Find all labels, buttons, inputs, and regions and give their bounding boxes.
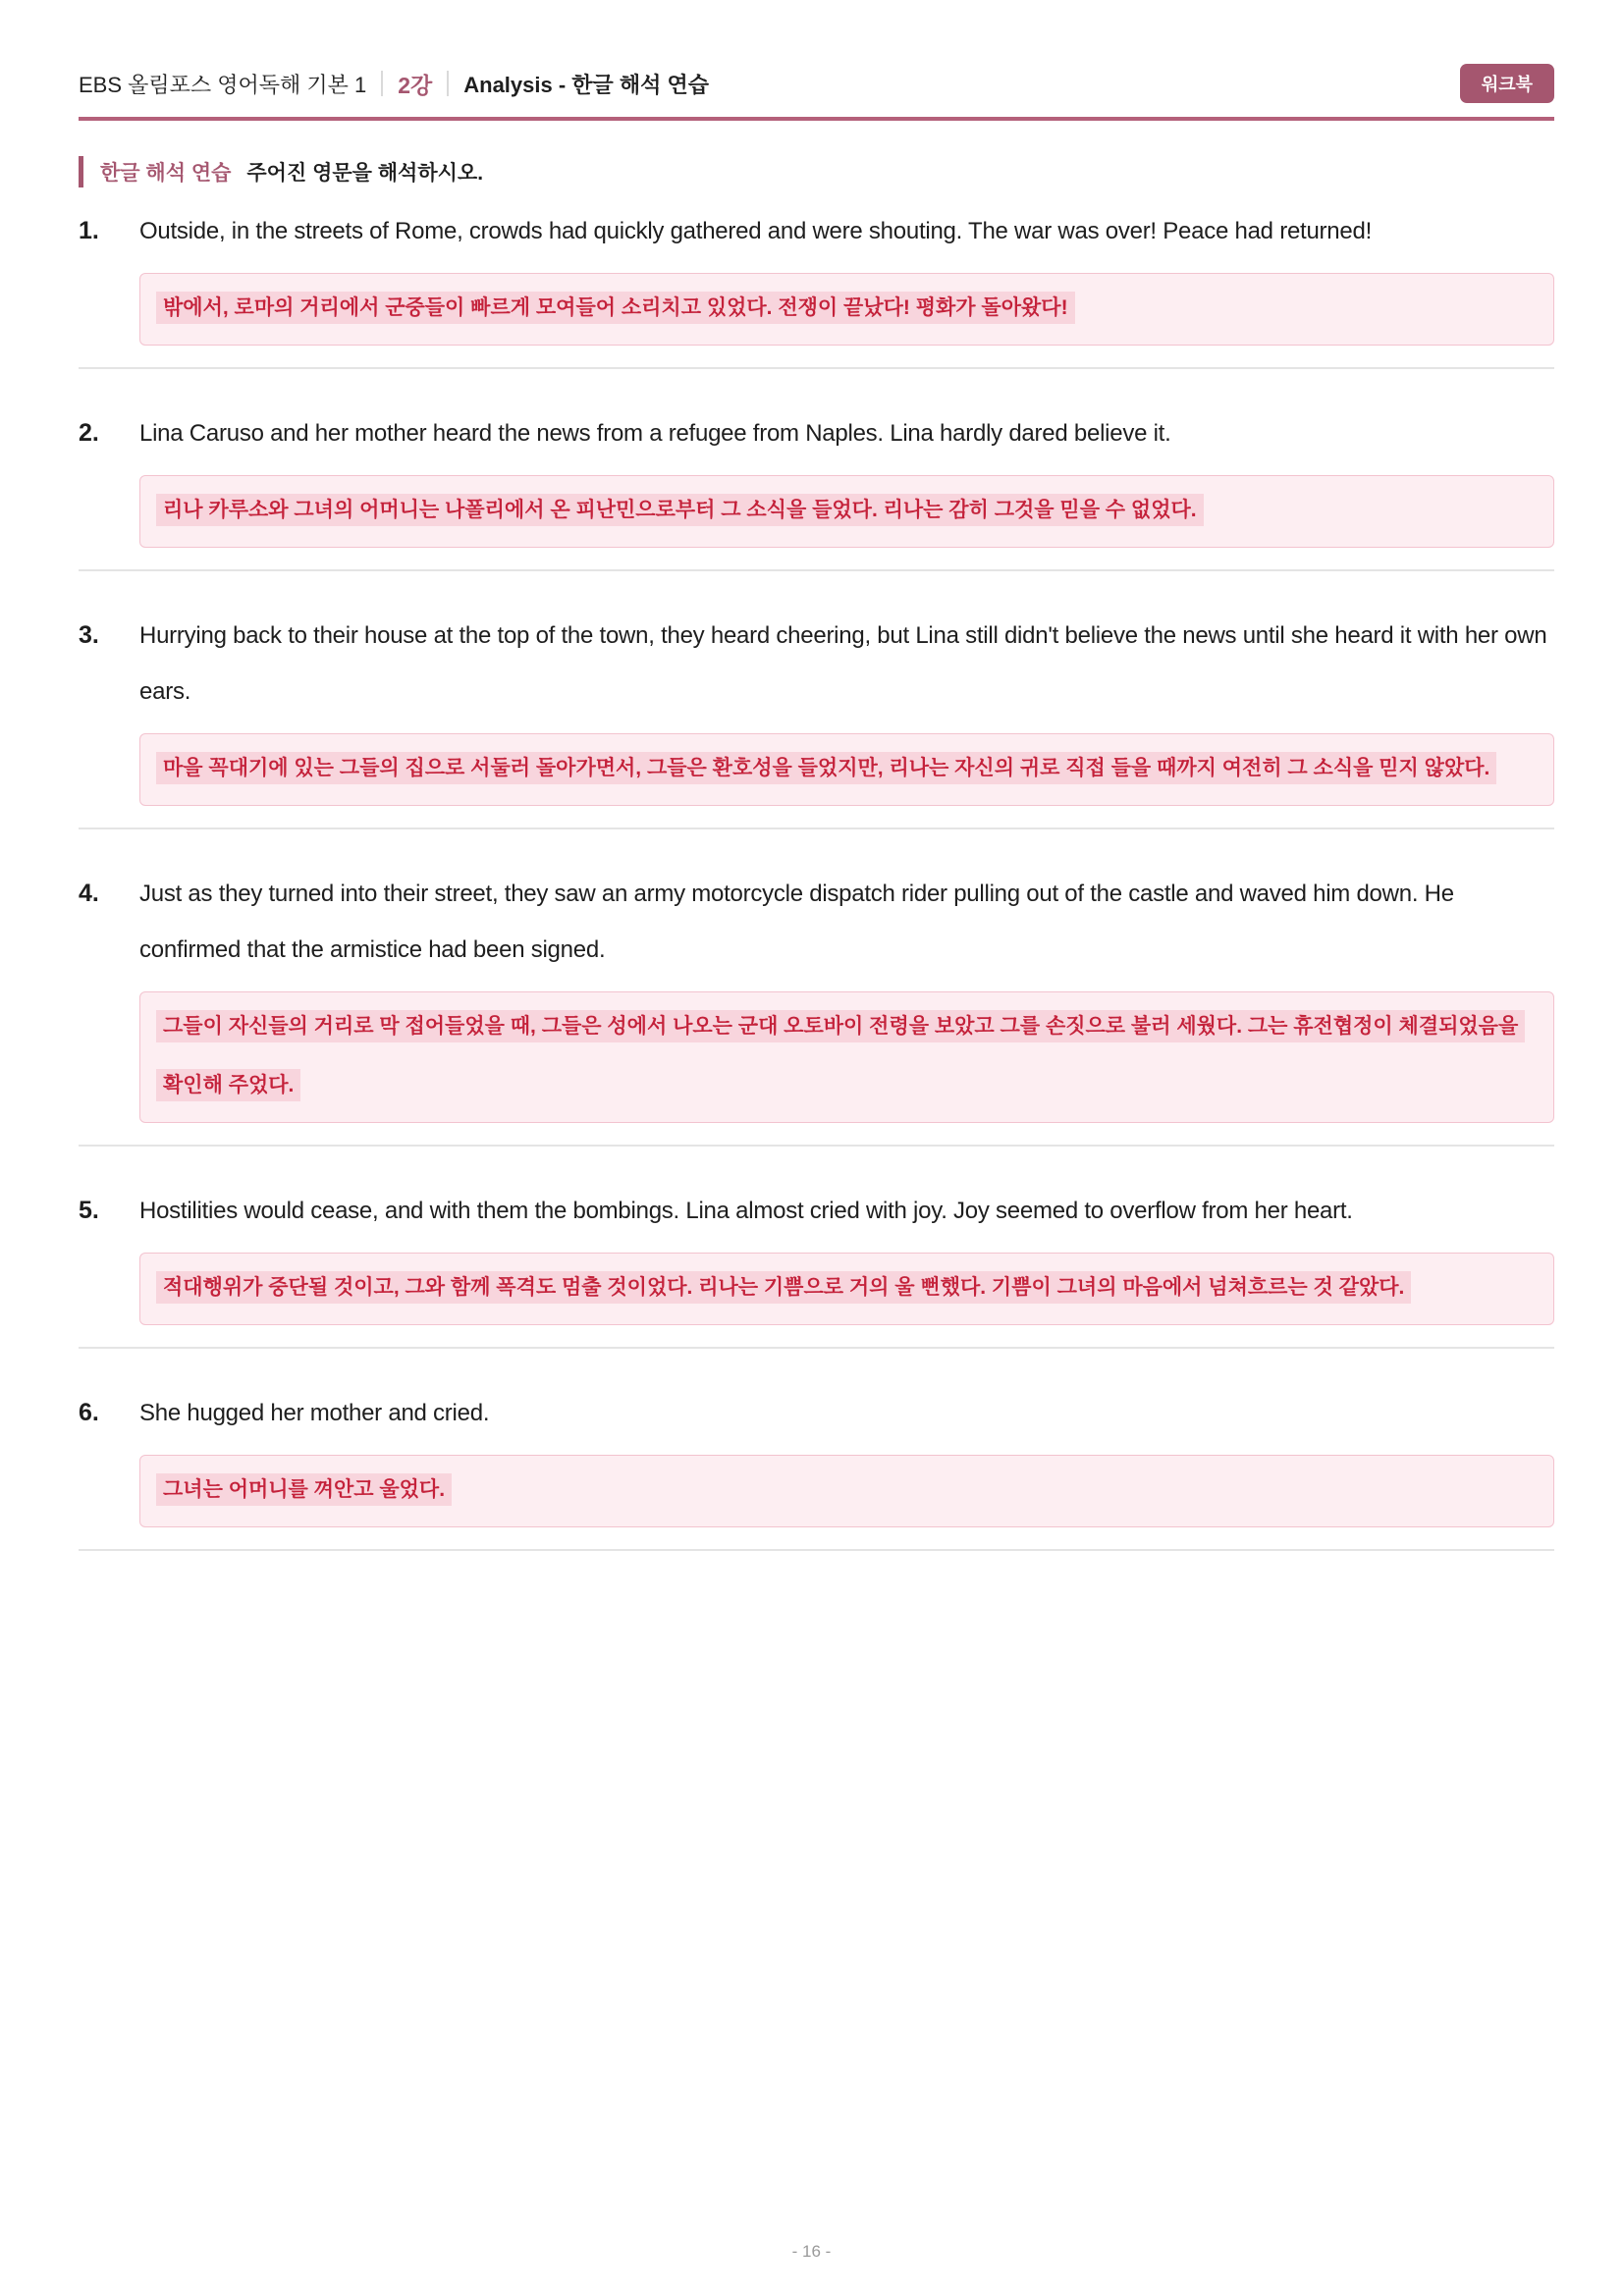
item-number: 3. — [79, 621, 99, 649]
english-sentence: Lina Caruso and her mother heard the news from a refugee from Naples. Lina hardly dared believe it. — [139, 420, 1171, 447]
answer-box — [139, 475, 1554, 548]
section-label: 한글 해석 연습 — [100, 162, 232, 185]
korean-translation: 리나 카루소와 그녀의 어머니는 나폴리에서 온 피난민으로부터 그 소식을 들었다. 리나는 감히 그것을 믿을 수 없었다. — [156, 494, 1204, 526]
course-title: EBS 올림포스 영어독해 기본 1 — [79, 72, 367, 97]
exercise-item — [79, 1147, 1554, 1349]
exercise-list — [79, 167, 1554, 1551]
english-sentence: She hugged her mother and cried. — [139, 1400, 490, 1426]
exercise-item — [79, 369, 1554, 571]
item-number: 1. — [79, 217, 99, 244]
exercise-item — [79, 167, 1554, 369]
question-row — [79, 405, 1554, 461]
answer-box — [139, 1253, 1554, 1325]
item-number: 2. — [79, 419, 99, 447]
page-header — [79, 62, 1554, 105]
exercise-item — [79, 1349, 1554, 1551]
section-instruction: 주어진 영문을 해석하시오. — [246, 162, 484, 185]
page-number: - 16 - — [791, 2242, 832, 2261]
english-sentence: Hostilities would cease, and with them the bombings. Lina almost cried with joy. Joy seemed to overflow from her heart. — [139, 1198, 1353, 1224]
page-title: Analysis - 한글 해석 연습 — [463, 72, 710, 97]
answer-box — [139, 273, 1554, 346]
question-row — [79, 866, 1554, 978]
english-sentence: Outside, in the streets of Rome, crowds had quickly gathered and were shouting. The war was over! Peace had returned! — [139, 218, 1373, 244]
item-number: 4. — [79, 880, 99, 907]
korean-translation: 그들이 자신들의 거리로 막 접어들었을 때, 그들은 성에서 나오는 군대 오토바이 전령을 보았고 그를 손짓으로 불러 세웠다. 그는 휴전협정이 체결되었음을 확인해 주었다. — [156, 1010, 1525, 1101]
korean-translation: 그녀는 어머니를 껴안고 울었다. — [156, 1473, 452, 1506]
answer-box — [139, 1455, 1554, 1527]
item-number: 5. — [79, 1197, 99, 1224]
header-separator — [447, 71, 449, 96]
lesson-number: 2강 — [398, 72, 433, 98]
english-sentence: Just as they turned into their street, they saw an army motorcycle dispatch rider pulling out of the castle and waved him down. He confirmed that the armistice had been signed. — [139, 881, 1454, 963]
item-number: 6. — [79, 1399, 99, 1426]
answer-box — [139, 991, 1554, 1123]
english-sentence: Hurrying back to their house at the top of the town, they heard cheering, but Lina still didn't believe the news until she heard it with her own ears. — [139, 622, 1547, 705]
question-row — [79, 608, 1554, 720]
korean-translation: 적대행위가 중단될 것이고, 그와 함께 폭격도 멈출 것이었다. 리나는 기쁨으로 거의 울 뻔했다. 기쁨이 그녀의 마음에서 넘쳐흐르는 것 같았다. — [156, 1271, 1411, 1304]
korean-translation: 마을 꼭대기에 있는 그들의 집으로 서둘러 돌아가면서, 그들은 환호성을 들었지만, 리나는 자신의 귀로 직접 들을 때까지 여전히 그 소식을 믿지 않았다. — [156, 752, 1496, 784]
answer-box — [139, 733, 1554, 806]
header-rule — [79, 117, 1554, 121]
header-separator — [381, 71, 383, 96]
question-row — [79, 203, 1554, 259]
exercise-item — [79, 829, 1554, 1147]
exercise-item — [79, 571, 1554, 829]
question-row — [79, 1183, 1554, 1239]
workbook-badge: 워크북 — [1460, 64, 1554, 103]
question-row — [79, 1385, 1554, 1441]
korean-translation: 밖에서, 로마의 거리에서 군중들이 빠르게 모여들어 소리치고 있었다. 전쟁이 끝났다! 평화가 돌아왔다! — [156, 292, 1075, 324]
